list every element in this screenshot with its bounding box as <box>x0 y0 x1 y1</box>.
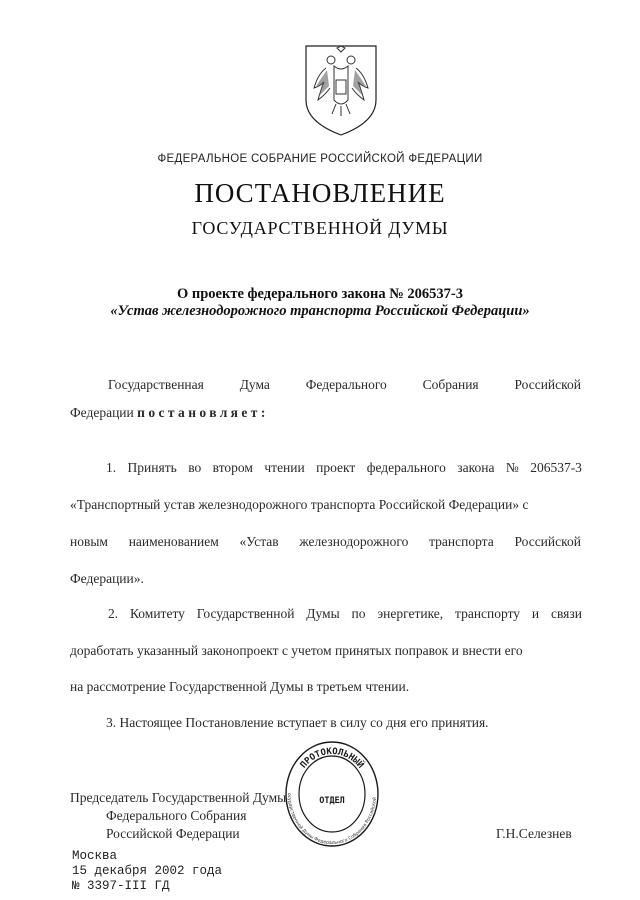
preamble-line-2 <box>70 405 269 421</box>
item-1-line-4: Федерации». <box>70 571 144 586</box>
word: Думы <box>306 606 340 621</box>
preamble-word: Российской <box>514 377 581 392</box>
preamble-word: Собрания <box>422 377 479 392</box>
preamble-word: Дума <box>239 377 270 392</box>
word: Принять <box>127 460 177 475</box>
word: Комитету <box>129 606 185 621</box>
word: наименованием <box>128 534 219 549</box>
word: втором <box>212 460 253 475</box>
word: железнодорожного <box>299 534 409 549</box>
word: Российской <box>514 534 581 549</box>
word: транспорта <box>429 534 494 549</box>
word: и <box>531 606 540 621</box>
footer-city: Москва <box>72 849 118 863</box>
signature-title-line-1: Председатель Государственной Думы <box>70 790 287 805</box>
signature-title-line-3: Российской Федерации <box>106 826 240 841</box>
stamp-top-text: ПРОТОКОЛЬНЫЙ <box>298 746 366 771</box>
item-1-line-3 <box>70 534 581 550</box>
preamble-word: Федерального <box>305 377 387 392</box>
document-number: № 3397-III ГД <box>72 879 170 893</box>
word: энергетике, <box>377 606 444 621</box>
preamble-text: Федерации <box>70 405 138 420</box>
resolves-text: постановляет: <box>137 405 269 420</box>
coat-of-arms-emblem <box>300 42 382 138</box>
preamble-line-1 <box>108 377 581 393</box>
item-2-line-2: доработать указанный законопроект с учетом принятых поправок и внести его <box>70 643 523 658</box>
subject-line-1: О проекте федерального закона № 206537-3 <box>176 286 464 302</box>
word: проект <box>316 460 356 475</box>
document-title: ПОСТАНОВЛЕНИЕ <box>194 178 446 208</box>
item-2-line-3: на рассмотрение Государственной Думы в третьем чтении. <box>70 679 410 694</box>
word: по <box>351 606 366 621</box>
word: во <box>188 460 202 475</box>
item-1-line-1 <box>106 460 582 476</box>
word: 1. <box>106 460 117 475</box>
word: транспорту <box>455 606 521 621</box>
word: 206537-3 <box>530 460 582 475</box>
word: связи <box>550 606 582 621</box>
organization-name: ФЕДЕРАЛЬНОЕ СОБРАНИЕ РОССИЙСКОЙ ФЕДЕРАЦИИ <box>157 153 483 165</box>
signature-title-line-2: Федерального Собрания <box>106 808 247 823</box>
word: 2. <box>108 606 119 621</box>
word: № <box>505 460 519 475</box>
word: «Устав <box>239 534 279 549</box>
stamp-ring-text: осударственной Думы Федерального Собрания Российской <box>285 792 378 847</box>
word: Государственной <box>196 606 295 621</box>
word: федерального <box>366 460 446 475</box>
item-2-line-1 <box>108 606 582 622</box>
signatory-name: Г.Н.Селезнев <box>496 826 572 841</box>
official-stamp <box>282 738 382 850</box>
footer-date: 15 декабря 2002 года <box>72 864 223 878</box>
document-subtitle: ГОСУДАРСТВЕННОЙ ДУМЫ <box>191 218 449 238</box>
word: закона <box>457 460 495 475</box>
word: чтении <box>264 460 305 475</box>
word: новым <box>70 534 108 549</box>
item-1-line-2: «Транспортный устав железнодорожного транспорта Российской Федерации» с <box>70 497 529 512</box>
stamp-center-text: ОТДЕЛ <box>319 796 345 806</box>
preamble-word: Государственная <box>108 377 204 392</box>
item-3-line-1: 3. Настоящее Постановление вступает в силу со дня его принятия. <box>106 715 489 730</box>
subject-line-2: «Устав железнодорожного транспорта Российской Федерации» <box>110 303 530 319</box>
